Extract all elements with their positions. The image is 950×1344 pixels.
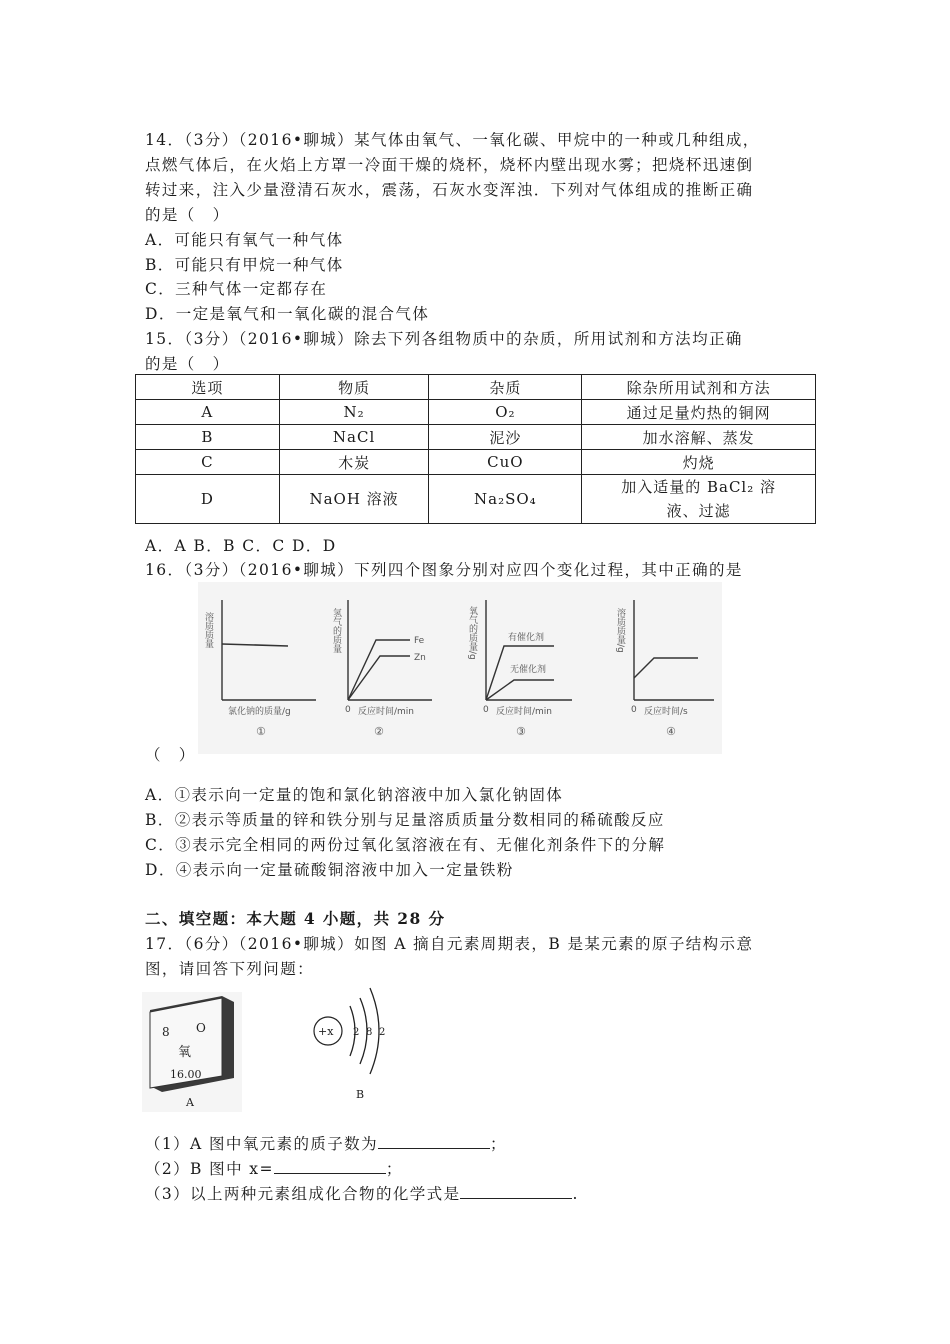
q16-option-a: A．①表示向一定量的饱和氯化钠溶液中加入氯化钠固体 xyxy=(145,786,564,804)
table-cell: CuO xyxy=(429,450,582,475)
table-cell: B xyxy=(136,425,280,450)
q17-figure-b xyxy=(306,976,398,1110)
shell-1-electrons: 2 xyxy=(353,1027,360,1038)
q17-stem-line-1: 17．（6分）（2016•聊城）如图 A 摘自元素周期表，B 是某元素的原子结构示意 xyxy=(145,935,754,953)
q16-graph-figure xyxy=(198,582,722,754)
q17-sub-2 xyxy=(145,1157,403,1179)
atomic-number: 8 xyxy=(162,1025,170,1039)
q17-sub-3 xyxy=(145,1182,579,1204)
table-cell: 泥沙 xyxy=(429,425,582,450)
q14-option-a: A．可能只有氧气一种气体 xyxy=(145,231,344,249)
graph-1-x-label: 氯化钠的质量/g xyxy=(228,707,291,717)
graph-2-number: ② xyxy=(374,725,384,738)
q17-sub-1 xyxy=(145,1132,507,1154)
q17-sub-3-text: （3）以上两种元素组成化合物的化学式是 xyxy=(145,1185,461,1203)
q17-sub-1-text: （1）A 图中氧元素的质子数为 xyxy=(145,1135,378,1153)
q14-stem-line-3: 转过来，注入少量澄清石灰水，震荡，石灰水变浑浊．下列对气体组成的推断正确 xyxy=(145,181,754,199)
graph-4-origin: 0 xyxy=(631,705,637,715)
q17-sub-1-end: ； xyxy=(489,1135,507,1153)
q17-sub-3-end: . xyxy=(572,1185,579,1203)
atomic-mass: 16.00 xyxy=(170,1068,202,1081)
q17-sub-2-end: ； xyxy=(385,1160,403,1178)
graph-2-y-label: 氢气的质量 xyxy=(331,608,341,653)
table-row xyxy=(136,475,816,524)
table-cell: N₂ xyxy=(279,400,429,425)
table-cell: D xyxy=(136,475,280,524)
q15-answer-options: A．A B．B C．C D．D xyxy=(145,537,337,555)
q15-stem-line-2: 的是（ ） xyxy=(145,355,230,373)
table-header-cell: 选项 xyxy=(136,375,280,400)
q16-option-c: C．③表示完全相同的两份过氧化氢溶液在有、无催化剂条件下的分解 xyxy=(145,836,666,854)
q15-table xyxy=(135,374,816,524)
graph-3-y-label: 氧气的质量/g xyxy=(467,606,477,660)
q14-stem-line-1: 14．（3分）（2016•聊城）某气体由氧气、一氧化碳、甲烷中的一种或几种组成， xyxy=(145,131,760,149)
table-cell: A xyxy=(136,400,280,425)
shell-2-electrons: 8 xyxy=(366,1027,373,1038)
q17-sub-2-text: （2）B 图中 x= xyxy=(145,1160,274,1178)
graph-4-x-label: 反应时间/s xyxy=(644,707,688,717)
q14-stem-line-4: 的是（ ） xyxy=(145,206,230,224)
answer-blank[interactable] xyxy=(460,1184,572,1199)
q17-stem-line-2: 图，请回答下列问题： xyxy=(145,960,315,978)
figure-b-caption: B xyxy=(356,1088,365,1101)
answer-blank[interactable] xyxy=(274,1159,386,1174)
q15-stem-line-1: 15．（3分）（2016•聊城）除去下列各组物质中的杂质，所用试剂和方法均正确 xyxy=(145,330,743,348)
table-cell: NaCl xyxy=(279,425,429,450)
table-row xyxy=(136,400,816,425)
graph-2-origin: 0 xyxy=(345,705,351,715)
element-name: 氧 xyxy=(178,1045,192,1060)
graph-2-series-fe: Fe xyxy=(414,636,425,646)
graph-3-origin: 0 xyxy=(483,705,489,715)
graph-2-x-label: 反应时间/min xyxy=(358,707,415,717)
shell-3-electrons: 2 xyxy=(379,1027,386,1038)
figure-a-caption: A xyxy=(186,1096,194,1109)
q17-figure-a xyxy=(142,992,242,1112)
table-header-cell: 除杂所用试剂和方法 xyxy=(582,375,816,400)
q14-stem-line-2: 点燃气体后，在火焰上方罩一冷面干燥的烧杯，烧杯内壁出现水雾；把烧杯迅速倒 xyxy=(145,156,754,174)
graph-2-series-zn: Zn xyxy=(414,653,426,663)
q16-stem: 16．（3分）（2016•聊城）下列四个图象分别对应四个变化过程，其中正确的是 xyxy=(145,561,743,579)
graph-3-series-catalyst: 有催化剂 xyxy=(508,633,545,643)
q14-option-b: B．可能只有甲烷一种气体 xyxy=(145,256,344,274)
q14-option-d: D．一定是氧气和一氧化碳的混合气体 xyxy=(145,305,430,323)
table-cell: 加水溶解、蒸发 xyxy=(582,425,816,450)
graph-4-y-label: 溶质质量/g xyxy=(615,608,625,653)
table-cell: 木炭 xyxy=(279,450,429,475)
graph-4-number: ④ xyxy=(666,725,676,738)
q16-answer-paren: （ ） xyxy=(145,746,196,764)
table-row xyxy=(136,450,816,475)
section-2-heading: 二、填空题：本大题 4 小题，共 28 分 xyxy=(145,909,446,928)
q16-option-b: B．②表示等质量的锌和铁分别与足量溶质质量分数相同的稀硫酸反应 xyxy=(145,811,665,829)
answer-blank[interactable] xyxy=(378,1134,490,1149)
element-symbol: O xyxy=(196,1021,206,1035)
table-header-row xyxy=(136,375,816,400)
graph-3-number: ③ xyxy=(516,725,526,738)
table-cell: 灼烧 xyxy=(582,450,816,475)
nuclear-charge: +x xyxy=(318,1025,334,1038)
table-cell: NaOH 溶液 xyxy=(279,475,429,524)
table-cell: Na₂SO₄ xyxy=(429,475,582,524)
table-cell: 通过足量灼热的铜网 xyxy=(582,400,816,425)
q16-option-d: D．④表示向一定量硫酸铜溶液中加入一定量铁粉 xyxy=(145,861,514,879)
table-header-cell: 杂质 xyxy=(429,375,582,400)
graph-3-series-no-catalyst: 无催化剂 xyxy=(510,665,547,675)
table-header-cell: 物质 xyxy=(279,375,429,400)
graph-3-x-label: 反应时间/min xyxy=(496,707,553,717)
table-cell: O₂ xyxy=(429,400,582,425)
table-cell: C xyxy=(136,450,280,475)
table-cell: 加入适量的 BaCl₂ 溶液、过滤 xyxy=(582,475,816,524)
graph-1-y-label: 溶质质量 xyxy=(203,612,213,648)
table-row xyxy=(136,425,816,450)
graph-1-number: ① xyxy=(256,725,266,738)
q14-option-c: C．三种气体一定都存在 xyxy=(145,280,328,298)
